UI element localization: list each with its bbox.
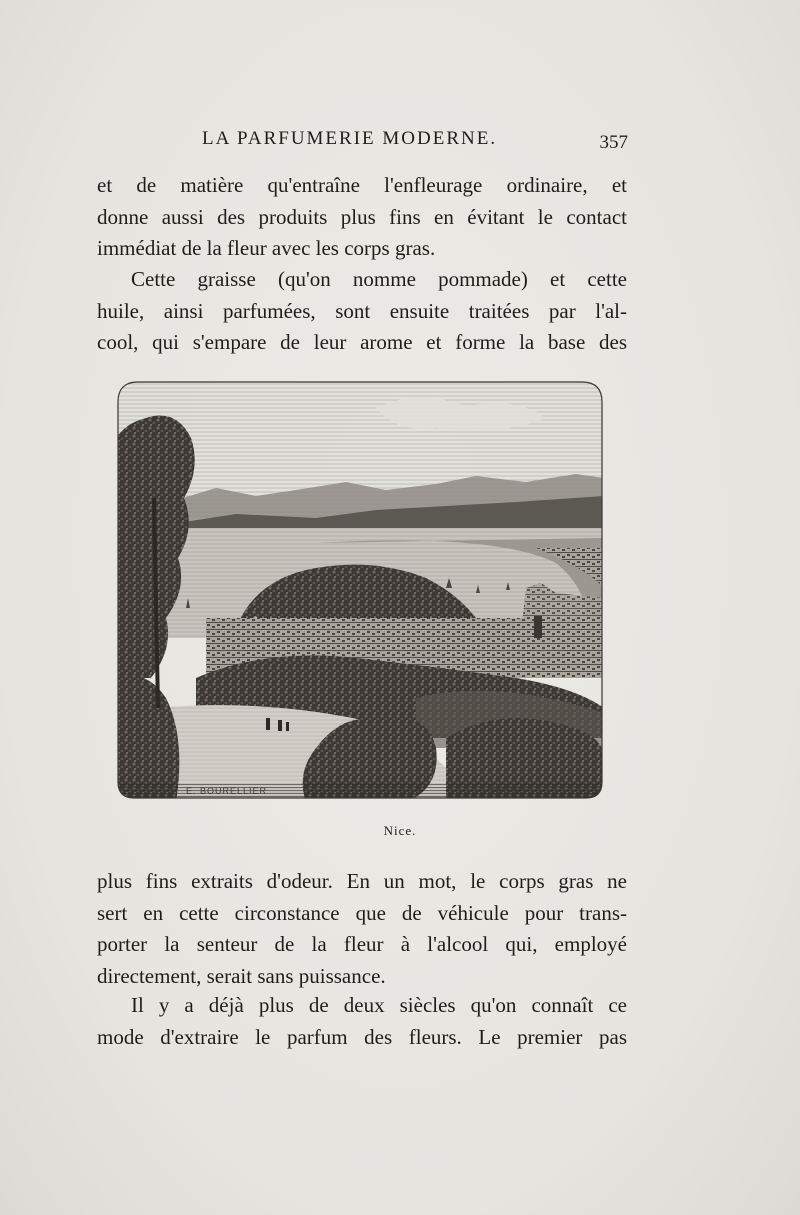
- figure-caption: Nice.: [383, 823, 417, 838]
- text-line: Il y a déjà plus de deux siècles qu'on connaît ce: [131, 993, 627, 1017]
- text-line: cool, qui s'empare de leur arome et forme la base des: [97, 330, 627, 354]
- engraver-signature-right: GABRY: [492, 786, 529, 796]
- text-line: huile, ainsi parfumées, sont ensuite traitées par l'al-: [97, 298, 627, 323]
- page-number: 357: [599, 132, 628, 153]
- text-line: Cette graisse (qu'on nomme pommade) et cette: [131, 267, 627, 291]
- text-line: directement, serait sans puissance.: [97, 963, 386, 988]
- engraving-nice: [116, 378, 604, 802]
- running-head: [98, 128, 628, 158]
- text-line: donne aussi des produits plus fins en évitant le contact: [97, 204, 627, 229]
- paragraph-2: [97, 264, 627, 359]
- text-line: et de matière qu'entraîne l'enfleurage ordinaire, et: [97, 173, 627, 197]
- text-line: mode d'extraire le parfum des fleurs. Le premier pas: [97, 1024, 627, 1049]
- engraving-illustration: [116, 378, 604, 802]
- text-line: porter la senteur de la fleur à l'alcool qui, employé: [97, 932, 627, 956]
- paragraph-4: [97, 990, 627, 1053]
- running-title: LA PARFUMERIE MODERNE.: [202, 128, 498, 149]
- paragraph-1: [97, 170, 627, 265]
- text-line: immédiat de la fleur avec les corps gras.: [97, 236, 436, 260]
- text-line: sert en cette circonstance que de véhicule pour trans-: [97, 900, 627, 925]
- paragraph-3: [97, 866, 627, 992]
- text-line: plus fins extraits d'odeur. En un mot, le corps gras ne: [97, 869, 627, 893]
- engraver-signature-left: E. BOURELLIER: [186, 786, 268, 796]
